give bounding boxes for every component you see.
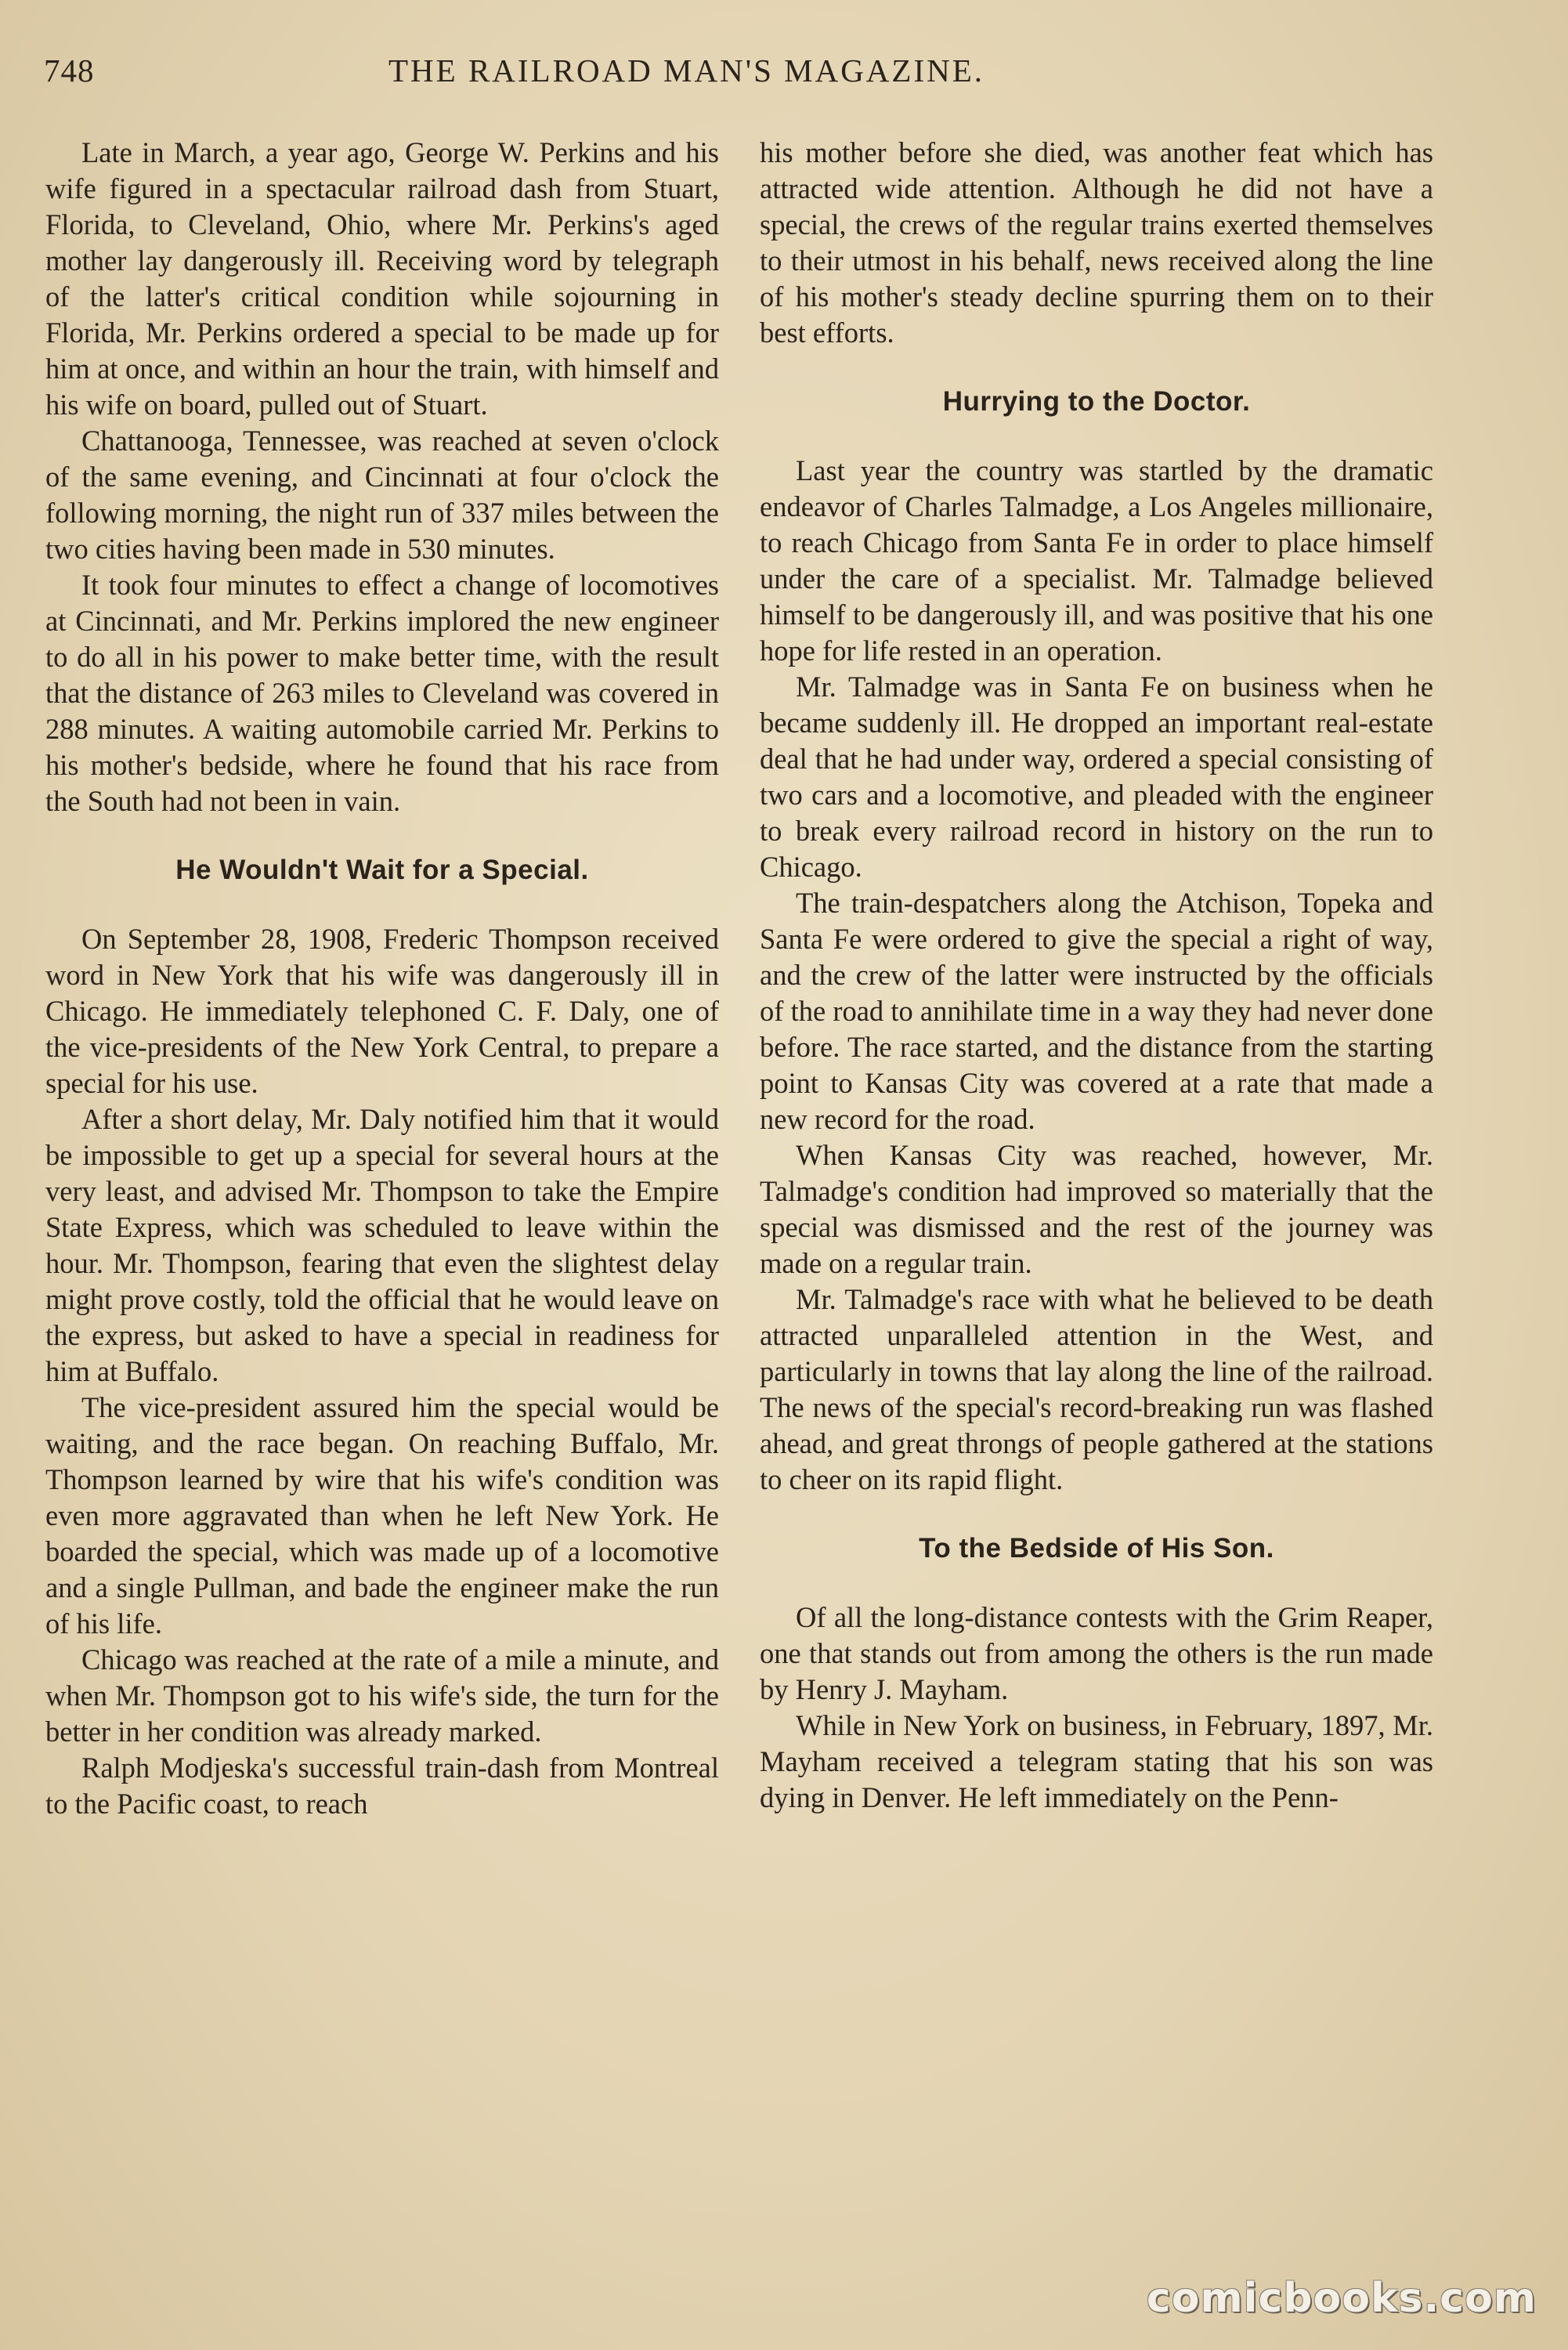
paragraph: After a short delay, Mr. Daly notified him that it would be impossible to get up a special for several hours at the very least, and advised Mr. Thompson to take the Empire State Express, which was scheduled to leave within the hour. Mr. Thompson, fearing that even the slightest delay might prove costly, told the official that he would leave on the express, but asked to have a special in readiness for him at Buffalo. <box>45 1103 719 1387</box>
page-header <box>44 52 1454 99</box>
paragraph: Chattanooga, Tennessee, was reached at seven o'clock of the same evening, and Cincinnati at four o'clock the following morning, the night run of 337 miles between the two cities having been made in 530 minutes. <box>45 425 719 565</box>
paragraph: Mr. Talmadge was in Santa Fe on business when he became suddenly ill. He dropped an important real-estate deal that he had under way, ordered a special consisting of two cars and a locomotive, and pleaded with the engineer to break every railroad record in history on the run to Chicago. <box>760 671 1433 883</box>
paragraph: The vice-president assured him the special would be waiting, and the race began. On reaching Buffalo, Mr. Thompson learned by wire that his wife's condition was even more aggravated than when he left New York. He boarded the special, which was made up of a locomotive and a single Pullman, and bade the engineer make the run of his life. <box>45 1391 719 1640</box>
paragraph: Mr. Talmadge's race with what he believed to be death attracted unparalleled attention in the West, and particularly in towns that lay along the line of the railroad. The news of the special's record-breaking run was flashed ahead, and great throngs of people gathered at the stations to cheer on its rapid flight. <box>760 1283 1433 1495</box>
paragraph: Late in March, a year ago, George W. Perkins and his wife figured in a spectacular railroad dash from Stuart, Florida, to Cleveland, Ohio, where Mr. Perkins's aged mother lay dangerously ill. Receiving word by telegraph of the latter's critical condition while sojourning in Florida, Mr. Perkins ordered a special to be made up for him at once, and within an hour the train, with himself and his wife on board, pulled out of Stuart. <box>45 136 719 421</box>
page-number: 748 <box>44 52 95 89</box>
paragraph: The train-despatchers along the Atchison, Topeka and Santa Fe were ordered to give the special a right of way, and the crew of the latter were instructed by the officials of the road to annihilate time in a way they had never done before. The race started, and the distance from the starting point to Kansas City was covered at a rate that made a new record for the road. <box>760 887 1433 1135</box>
right-column <box>760 135 1433 2234</box>
running-head: THE RAILROAD MAN'S MAGAZINE. <box>388 52 985 89</box>
watermark-logo: comicbooks.com <box>1146 2275 1537 2322</box>
paragraph: It took four minutes to effect a change of locomotives at Cincinnati, and Mr. Perkins implored the new engineer to do all in his power to make better time, with the result that the distance of 263 miles to Cleveland was covered in 288 minutes. A waiting automobile carried Mr. Perkins to his mother's bedside, where he found that his race from the South had not been in vain. <box>45 569 719 817</box>
section-heading: To the Bedside of His Son. <box>919 1533 1274 1564</box>
section-heading: Hurrying to the Doctor. <box>942 386 1251 417</box>
paragraph: his mother before she died, was another feat which has attracted wide attention. Although he did not have a special, the crews of the regular trains exerted themselves to their utmost in his behalf, news received along the line of his mother's steady decline spurring them on to their best efforts. <box>760 136 1433 349</box>
paragraph: When Kansas City was reached, however, Mr. Talmadge's condition had improved so materially that the special was dismissed and the rest of the journey was made on a regular train. <box>760 1139 1433 1279</box>
left-column <box>45 135 719 2234</box>
paragraph: Of all the long-distance contests with the Grim Reaper, one that stands out from among the others is the run made by Henry J. Mayham. <box>760 1601 1433 1705</box>
paragraph: While in New York on business, in February, 1897, Mr. Mayham received a telegram stating that his son was dying in Denver. He left immediately on the Penn- <box>760 1709 1433 1813</box>
paragraph: On September 28, 1908, Frederic Thompson received word in New York that his wife was dangerously ill in Chicago. He immediately telephoned C. F. Daly, one of the vice-presidents of the New York Central, to prepare a special for his use. <box>45 923 719 1099</box>
paragraph: Chicago was reached at the rate of a mile a minute, and when Mr. Thompson got to his wife's side, the turn for the better in her condition was already marked. <box>45 1643 719 1748</box>
paragraph: Ralph Modjeska's successful train-dash from Montreal to the Pacific coast, to reach <box>45 1752 719 1820</box>
paragraph: Last year the country was startled by the dramatic endeavor of Charles Talmadge, a Los Angeles millionaire, to reach Chicago from Santa Fe in order to place himself under the care of a specialist. Mr. Talmadge believed himself to be dangerously ill, and was positive that his one hope for life rested in an operation. <box>760 454 1433 667</box>
section-heading: He Wouldn't Wait for a Special. <box>175 855 589 885</box>
